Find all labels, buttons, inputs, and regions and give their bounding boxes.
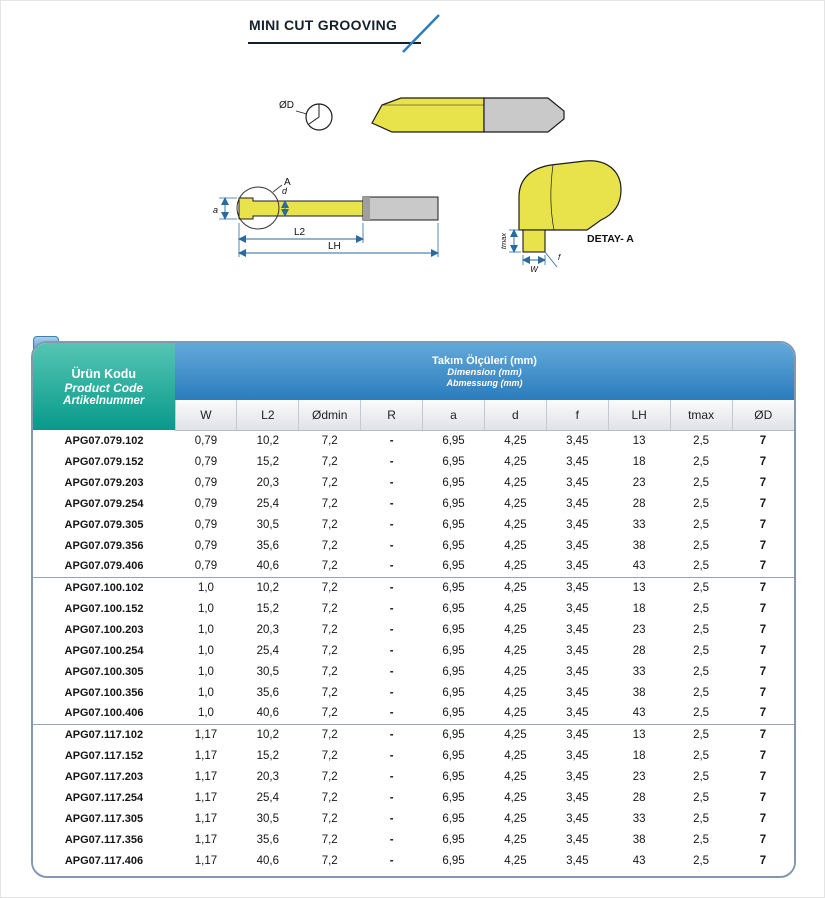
- product-code-cell: APG07.100.254: [33, 640, 175, 661]
- table-row: [33, 829, 794, 850]
- value-cell: 2,5: [670, 535, 732, 556]
- table-row: [33, 577, 794, 598]
- value-cell: 35,6: [237, 829, 299, 850]
- value-cell: 2,5: [670, 451, 732, 472]
- value-cell: 33: [608, 514, 670, 535]
- value-cell: -: [361, 535, 423, 556]
- value-cell: -: [361, 472, 423, 493]
- value-cell: 4,25: [484, 787, 546, 808]
- table-row: [33, 598, 794, 619]
- value-cell: 2,5: [670, 430, 732, 451]
- value-cell: 30,5: [237, 661, 299, 682]
- value-cell: 1,0: [175, 682, 237, 703]
- value-cell: 3,45: [546, 598, 608, 619]
- table-row: [33, 556, 794, 577]
- value-cell: 13: [608, 724, 670, 745]
- product-code-cell: APG07.100.152: [33, 598, 175, 619]
- value-cell: -: [361, 514, 423, 535]
- value-cell: 0,79: [175, 514, 237, 535]
- value-cell: 3,45: [546, 514, 608, 535]
- value-cell: 25,4: [237, 787, 299, 808]
- value-cell: 4,25: [484, 640, 546, 661]
- detail-title: DETAY- A: [587, 233, 634, 245]
- value-cell: 7,2: [299, 787, 361, 808]
- value-cell: 7: [732, 472, 794, 493]
- value-cell: -: [361, 556, 423, 577]
- value-cell: 30,5: [237, 808, 299, 829]
- value-cell: 7,2: [299, 430, 361, 451]
- value-cell: 6,95: [423, 451, 485, 472]
- value-cell: 1,17: [175, 850, 237, 871]
- value-cell: 18: [608, 598, 670, 619]
- value-cell: 40,6: [237, 850, 299, 871]
- value-cell: -: [361, 640, 423, 661]
- value-cell: 2,5: [670, 745, 732, 766]
- dim-lh-label: LH: [328, 241, 341, 252]
- value-cell: 6,95: [423, 661, 485, 682]
- value-cell: 6,95: [423, 766, 485, 787]
- value-cell: 3,45: [546, 661, 608, 682]
- value-cell: 2,5: [670, 661, 732, 682]
- product-code-cell: APG07.079.305: [33, 514, 175, 535]
- value-cell: -: [361, 745, 423, 766]
- product-code-cell: APG07.117.102: [33, 724, 175, 745]
- value-cell: 6,95: [423, 850, 485, 871]
- dim-l2-label: L2: [294, 227, 306, 238]
- value-cell: 1,0: [175, 640, 237, 661]
- value-cell: 2,5: [670, 829, 732, 850]
- value-cell: 2,5: [670, 577, 732, 598]
- value-cell: 4,25: [484, 808, 546, 829]
- value-cell: 2,5: [670, 787, 732, 808]
- table-row: [33, 514, 794, 535]
- value-cell: 7: [732, 598, 794, 619]
- product-code-cell: APG07.079.406: [33, 556, 175, 577]
- value-cell: 7,2: [299, 598, 361, 619]
- value-cell: 3,45: [546, 556, 608, 577]
- value-cell: 2,5: [670, 640, 732, 661]
- value-cell: 7: [732, 703, 794, 724]
- value-cell: 7,2: [299, 640, 361, 661]
- value-cell: -: [361, 808, 423, 829]
- value-cell: 7,2: [299, 451, 361, 472]
- value-cell: 4,25: [484, 514, 546, 535]
- value-cell: 6,95: [423, 472, 485, 493]
- value-cell: 7: [732, 493, 794, 514]
- value-cell: 7,2: [299, 535, 361, 556]
- product-code-cell: APG07.100.406: [33, 703, 175, 724]
- value-cell: 1,17: [175, 829, 237, 850]
- value-cell: 3,45: [546, 472, 608, 493]
- value-cell: 4,25: [484, 850, 546, 871]
- value-cell: 3,45: [546, 493, 608, 514]
- value-cell: 7: [732, 661, 794, 682]
- value-cell: 7: [732, 829, 794, 850]
- value-cell: 18: [608, 745, 670, 766]
- column-header-5: d: [484, 400, 546, 430]
- value-cell: 35,6: [237, 682, 299, 703]
- value-cell: 1,0: [175, 598, 237, 619]
- value-cell: 38: [608, 682, 670, 703]
- value-cell: 10,2: [237, 430, 299, 451]
- table-row: [33, 703, 794, 724]
- value-cell: 1,17: [175, 745, 237, 766]
- value-cell: 2,5: [670, 493, 732, 514]
- table-body: [33, 430, 794, 871]
- value-cell: -: [361, 703, 423, 724]
- value-cell: 3,45: [546, 829, 608, 850]
- value-cell: 1,17: [175, 766, 237, 787]
- spec-table: [33, 343, 794, 871]
- product-code-cell: APG07.100.203: [33, 619, 175, 640]
- value-cell: 40,6: [237, 703, 299, 724]
- value-cell: 40,6: [237, 556, 299, 577]
- value-cell: 7,2: [299, 766, 361, 787]
- value-cell: -: [361, 661, 423, 682]
- value-cell: 7,2: [299, 724, 361, 745]
- value-cell: -: [361, 577, 423, 598]
- value-cell: 3,45: [546, 724, 608, 745]
- value-cell: 7: [732, 556, 794, 577]
- table-row: [33, 430, 794, 451]
- value-cell: 7: [732, 808, 794, 829]
- value-cell: 2,5: [670, 703, 732, 724]
- value-cell: 4,25: [484, 724, 546, 745]
- detail-view: [499, 161, 634, 274]
- value-cell: 15,2: [237, 598, 299, 619]
- product-header-tr: Ürün Kodu: [71, 366, 137, 381]
- value-cell: 6,95: [423, 682, 485, 703]
- value-cell: 7,2: [299, 703, 361, 724]
- value-cell: 1,17: [175, 724, 237, 745]
- diameter-label: ØD: [279, 100, 294, 111]
- table-row: [33, 682, 794, 703]
- value-cell: 43: [608, 703, 670, 724]
- value-cell: -: [361, 829, 423, 850]
- value-cell: 6,95: [423, 745, 485, 766]
- product-code-cell: APG07.079.102: [33, 430, 175, 451]
- table-row: [33, 745, 794, 766]
- value-cell: 4,25: [484, 619, 546, 640]
- value-cell: 7: [732, 850, 794, 871]
- value-cell: 7,2: [299, 514, 361, 535]
- dim-a-label: a: [213, 205, 219, 215]
- front-view: [279, 100, 332, 130]
- value-cell: 28: [608, 787, 670, 808]
- product-code-cell: APG07.100.356: [33, 682, 175, 703]
- value-cell: 10,2: [237, 724, 299, 745]
- value-cell: 20,3: [237, 766, 299, 787]
- dimension-header: [175, 343, 794, 400]
- dim-f-label: f: [558, 253, 561, 262]
- value-cell: 35,6: [237, 535, 299, 556]
- value-cell: -: [361, 787, 423, 808]
- value-cell: 7: [732, 787, 794, 808]
- table-row: [33, 472, 794, 493]
- value-cell: 1,17: [175, 787, 237, 808]
- column-header-2: Ødmin: [299, 400, 361, 430]
- table-row: [33, 640, 794, 661]
- value-cell: 4,25: [484, 535, 546, 556]
- value-cell: 7,2: [299, 493, 361, 514]
- value-cell: 6,95: [423, 430, 485, 451]
- value-cell: 7,2: [299, 745, 361, 766]
- value-cell: 6,95: [423, 829, 485, 850]
- value-cell: 3,45: [546, 808, 608, 829]
- product-header-en: Product Code: [64, 380, 144, 395]
- product-code-cell: APG07.079.254: [33, 493, 175, 514]
- value-cell: 30,5: [237, 514, 299, 535]
- value-cell: 6,95: [423, 598, 485, 619]
- value-cell: 4,25: [484, 493, 546, 514]
- value-cell: 3,45: [546, 577, 608, 598]
- value-cell: 3,45: [546, 640, 608, 661]
- value-cell: 7: [732, 430, 794, 451]
- value-cell: 15,2: [237, 451, 299, 472]
- product-code-header: [33, 343, 175, 430]
- value-cell: 2,5: [670, 619, 732, 640]
- value-cell: 6,95: [423, 577, 485, 598]
- value-cell: 4,25: [484, 766, 546, 787]
- value-cell: 6,95: [423, 535, 485, 556]
- value-cell: 20,3: [237, 619, 299, 640]
- value-cell: 3,45: [546, 766, 608, 787]
- value-cell: 7: [732, 745, 794, 766]
- value-cell: 43: [608, 556, 670, 577]
- value-cell: 3,45: [546, 451, 608, 472]
- spec-table-frame: [31, 341, 796, 878]
- dimension-header-tr: Takım Ölçüleri (mm): [432, 355, 537, 367]
- value-cell: 2,5: [670, 808, 732, 829]
- value-cell: 4,25: [484, 661, 546, 682]
- column-header-7: LH: [608, 400, 670, 430]
- table-row: [33, 766, 794, 787]
- value-cell: 7,2: [299, 829, 361, 850]
- value-cell: 3,45: [546, 619, 608, 640]
- value-cell: 25,4: [237, 493, 299, 514]
- product-code-cell: APG07.117.305: [33, 808, 175, 829]
- value-cell: 3,45: [546, 430, 608, 451]
- product-code-cell: APG07.079.203: [33, 472, 175, 493]
- value-cell: 0,79: [175, 451, 237, 472]
- product-code-cell: APG07.079.356: [33, 535, 175, 556]
- value-cell: 33: [608, 661, 670, 682]
- product-code-cell: APG07.100.305: [33, 661, 175, 682]
- product-header-de: Artikelnummer: [63, 394, 145, 407]
- table-row: [33, 661, 794, 682]
- column-header-9: ØD: [732, 400, 794, 430]
- table-row: [33, 451, 794, 472]
- product-code-cell: APG07.117.152: [33, 745, 175, 766]
- table-row: [33, 493, 794, 514]
- value-cell: 7,2: [299, 850, 361, 871]
- value-cell: 7: [732, 514, 794, 535]
- product-code-cell: APG07.079.152: [33, 451, 175, 472]
- dim-tmax-label: tmax: [499, 232, 508, 250]
- value-cell: 7: [732, 640, 794, 661]
- value-cell: 38: [608, 535, 670, 556]
- value-cell: 6,95: [423, 787, 485, 808]
- table-row: [33, 619, 794, 640]
- value-cell: 7,2: [299, 619, 361, 640]
- value-cell: 7,2: [299, 556, 361, 577]
- value-cell: 7: [732, 577, 794, 598]
- value-cell: 6,95: [423, 808, 485, 829]
- value-cell: 7: [732, 535, 794, 556]
- dimensioned-side-view: [213, 177, 438, 257]
- dimension-header-de: Abmessung (mm): [446, 378, 523, 388]
- value-cell: -: [361, 598, 423, 619]
- value-cell: 6,95: [423, 724, 485, 745]
- column-header-3: R: [361, 400, 423, 430]
- side-view: [372, 98, 564, 132]
- value-cell: 0,79: [175, 472, 237, 493]
- value-cell: -: [361, 766, 423, 787]
- value-cell: 2,5: [670, 682, 732, 703]
- value-cell: 33: [608, 808, 670, 829]
- value-cell: 7,2: [299, 808, 361, 829]
- value-cell: 3,45: [546, 682, 608, 703]
- value-cell: 13: [608, 577, 670, 598]
- table-row: [33, 724, 794, 745]
- value-cell: 43: [608, 850, 670, 871]
- product-code-cell: APG07.117.254: [33, 787, 175, 808]
- column-header-1: L2: [237, 400, 299, 430]
- value-cell: 0,79: [175, 430, 237, 451]
- value-cell: 10,2: [237, 577, 299, 598]
- value-cell: 2,5: [670, 514, 732, 535]
- product-code-cell: APG07.117.406: [33, 850, 175, 871]
- value-cell: 6,95: [423, 640, 485, 661]
- value-cell: 1,0: [175, 619, 237, 640]
- product-code-cell: APG07.100.102: [33, 577, 175, 598]
- value-cell: 3,45: [546, 850, 608, 871]
- value-cell: 1,0: [175, 577, 237, 598]
- value-cell: 28: [608, 493, 670, 514]
- value-cell: 4,25: [484, 451, 546, 472]
- value-cell: 4,25: [484, 430, 546, 451]
- column-header-8: tmax: [670, 400, 732, 430]
- value-cell: 28: [608, 640, 670, 661]
- value-cell: 2,5: [670, 598, 732, 619]
- value-cell: -: [361, 850, 423, 871]
- value-cell: 23: [608, 472, 670, 493]
- value-cell: 3,45: [546, 535, 608, 556]
- value-cell: 7,2: [299, 472, 361, 493]
- value-cell: 0,79: [175, 535, 237, 556]
- column-header-6: f: [546, 400, 608, 430]
- value-cell: 4,25: [484, 577, 546, 598]
- table-row: [33, 535, 794, 556]
- value-cell: 3,45: [546, 787, 608, 808]
- value-cell: 6,95: [423, 619, 485, 640]
- table-row: [33, 787, 794, 808]
- value-cell: -: [361, 682, 423, 703]
- value-cell: 0,79: [175, 493, 237, 514]
- value-cell: 7,2: [299, 682, 361, 703]
- page-title: MINI CUT GROOVING: [249, 17, 398, 33]
- column-header-0: W: [175, 400, 237, 430]
- value-cell: 7,2: [299, 577, 361, 598]
- table-row: [33, 850, 794, 871]
- value-cell: 2,5: [670, 850, 732, 871]
- value-cell: 3,45: [546, 745, 608, 766]
- value-cell: 0,79: [175, 556, 237, 577]
- value-cell: 4,25: [484, 556, 546, 577]
- dim-w-label: W: [530, 265, 538, 274]
- value-cell: 1,0: [175, 661, 237, 682]
- technical-drawing: [1, 1, 825, 336]
- value-cell: 6,95: [423, 514, 485, 535]
- table-row: [33, 808, 794, 829]
- value-cell: 7: [732, 724, 794, 745]
- value-cell: 15,2: [237, 745, 299, 766]
- value-cell: 2,5: [670, 472, 732, 493]
- value-cell: 23: [608, 619, 670, 640]
- value-cell: 7: [732, 682, 794, 703]
- dimension-header-en: Dimension (mm): [447, 367, 522, 378]
- value-cell: 38: [608, 829, 670, 850]
- value-cell: -: [361, 451, 423, 472]
- value-cell: 6,95: [423, 703, 485, 724]
- value-cell: 2,5: [670, 556, 732, 577]
- value-cell: 6,95: [423, 493, 485, 514]
- product-code-cell: APG07.117.356: [33, 829, 175, 850]
- value-cell: 1,17: [175, 808, 237, 829]
- value-cell: 7: [732, 451, 794, 472]
- value-cell: 6,95: [423, 556, 485, 577]
- value-cell: 3,45: [546, 703, 608, 724]
- value-cell: -: [361, 430, 423, 451]
- value-cell: 25,4: [237, 640, 299, 661]
- value-cell: 1,0: [175, 703, 237, 724]
- value-cell: 2,5: [670, 724, 732, 745]
- detail-marker-label: A: [284, 177, 291, 188]
- spec-table-area: [31, 341, 796, 878]
- value-cell: 7: [732, 619, 794, 640]
- value-cell: 4,25: [484, 598, 546, 619]
- value-cell: 18: [608, 451, 670, 472]
- value-cell: 4,25: [484, 472, 546, 493]
- value-cell: 13: [608, 430, 670, 451]
- value-cell: 23: [608, 766, 670, 787]
- value-cell: 2,5: [670, 766, 732, 787]
- value-cell: 4,25: [484, 829, 546, 850]
- product-code-cell: APG07.117.203: [33, 766, 175, 787]
- value-cell: 4,25: [484, 703, 546, 724]
- value-cell: -: [361, 493, 423, 514]
- value-cell: -: [361, 619, 423, 640]
- value-cell: 20,3: [237, 472, 299, 493]
- value-cell: -: [361, 724, 423, 745]
- value-cell: 7,2: [299, 661, 361, 682]
- value-cell: 7: [732, 766, 794, 787]
- dim-d-label: d: [282, 186, 288, 196]
- value-cell: 4,25: [484, 745, 546, 766]
- value-cell: 4,25: [484, 682, 546, 703]
- column-header-4: a: [423, 400, 485, 430]
